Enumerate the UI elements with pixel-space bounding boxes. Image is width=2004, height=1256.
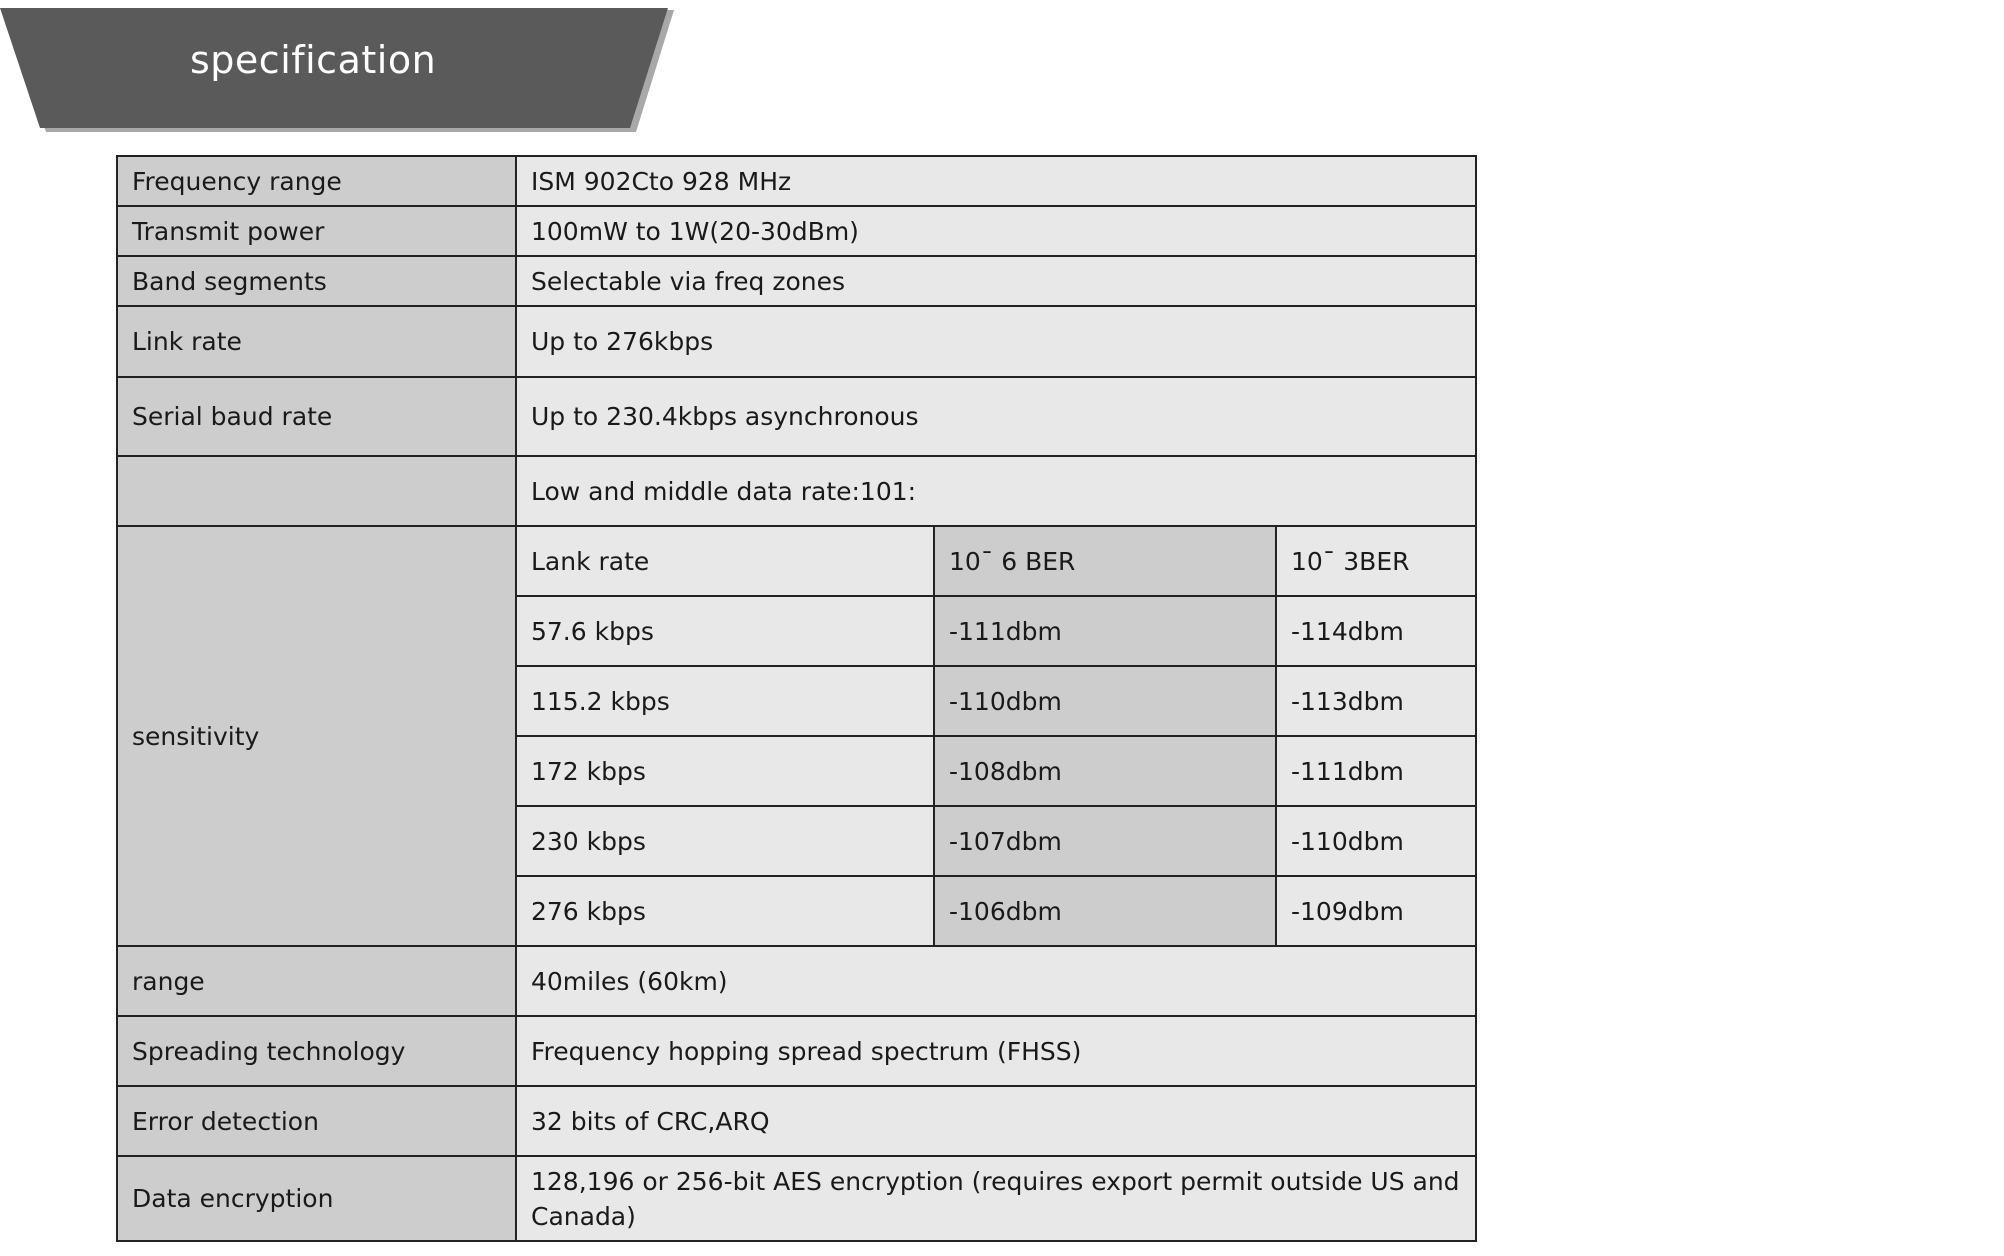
spec-row-frequency-range bbox=[117, 156, 1476, 206]
spec-label: Data encryption bbox=[117, 1156, 516, 1241]
spec-row-link-rate bbox=[117, 306, 1476, 377]
sensitivity-ber3: -113dbm bbox=[1276, 666, 1476, 736]
spec-row-error-detection bbox=[117, 1086, 1476, 1156]
spec-value: Up to 276kbps bbox=[516, 306, 1476, 377]
spec-label: range bbox=[117, 946, 516, 1016]
spec-row-serial-baud-rate bbox=[117, 377, 1476, 456]
sensitivity-ber6: -111dbm bbox=[934, 596, 1276, 666]
spec-label: Error detection bbox=[117, 1086, 516, 1156]
spec-row-band-segments bbox=[117, 256, 1476, 306]
sensitivity-ber3: -114dbm bbox=[1276, 596, 1476, 666]
sensitivity-ber6: -106dbm bbox=[934, 876, 1276, 946]
spec-row-range bbox=[117, 946, 1476, 1016]
spec-row-data-encryption bbox=[117, 1156, 1476, 1241]
sensitivity-ber6: -108dbm bbox=[934, 736, 1276, 806]
sensitivity-link-rate: 57.6 kbps bbox=[516, 596, 934, 666]
specification-table bbox=[116, 155, 1477, 1242]
spec-value: 128,196 or 256-bit AES encryption (requires export permit outside US and Canada) bbox=[516, 1156, 1476, 1241]
sensitivity-header-link-rate: Lank rate bbox=[516, 526, 934, 596]
spec-value: Selectable via freq zones bbox=[516, 256, 1476, 306]
spec-label: Frequency range bbox=[117, 156, 516, 206]
spec-value: ISM 902Cto 928 MHz bbox=[516, 156, 1476, 206]
spec-value: 32 bits of CRC,ARQ bbox=[516, 1086, 1476, 1156]
spec-value: 100mW to 1W(20-30dBm) bbox=[516, 206, 1476, 256]
spec-label: Link rate bbox=[117, 306, 516, 377]
spec-label: Serial baud rate bbox=[117, 377, 516, 456]
sensitivity-ber6: -107dbm bbox=[934, 806, 1276, 876]
spec-row-sensitivity-note bbox=[117, 456, 1476, 526]
spec-row-transmit-power bbox=[117, 206, 1476, 256]
spec-value: Frequency hopping spread spectrum (FHSS) bbox=[516, 1016, 1476, 1086]
sensitivity-link-rate: 115.2 kbps bbox=[516, 666, 934, 736]
sensitivity-ber3: -111dbm bbox=[1276, 736, 1476, 806]
sensitivity-ber3: -109dbm bbox=[1276, 876, 1476, 946]
spec-value: 40miles (60km) bbox=[516, 946, 1476, 1016]
sensitivity-note: Low and middle data rate:101: bbox=[516, 456, 1476, 526]
sensitivity-link-rate: 276 kbps bbox=[516, 876, 934, 946]
sensitivity-link-rate: 230 kbps bbox=[516, 806, 934, 876]
spec-label: Band segments bbox=[117, 256, 516, 306]
banner-title: specification bbox=[190, 38, 437, 82]
section-banner bbox=[0, 8, 680, 132]
sensitivity-header-ber3: 10¯ 3BER bbox=[1276, 526, 1476, 596]
spec-label: Spreading technology bbox=[117, 1016, 516, 1086]
sensitivity-ber3: -110dbm bbox=[1276, 806, 1476, 876]
sensitivity-header-ber6: 10¯ 6 BER bbox=[934, 526, 1276, 596]
spec-label-empty bbox=[117, 456, 516, 526]
sensitivity-header-row bbox=[117, 526, 1476, 596]
sensitivity-label: sensitivity bbox=[117, 526, 516, 946]
spec-value: Up to 230.4kbps asynchronous bbox=[516, 377, 1476, 456]
spec-label: Transmit power bbox=[117, 206, 516, 256]
spec-row-spreading-technology bbox=[117, 1016, 1476, 1086]
sensitivity-ber6: -110dbm bbox=[934, 666, 1276, 736]
sensitivity-link-rate: 172 kbps bbox=[516, 736, 934, 806]
